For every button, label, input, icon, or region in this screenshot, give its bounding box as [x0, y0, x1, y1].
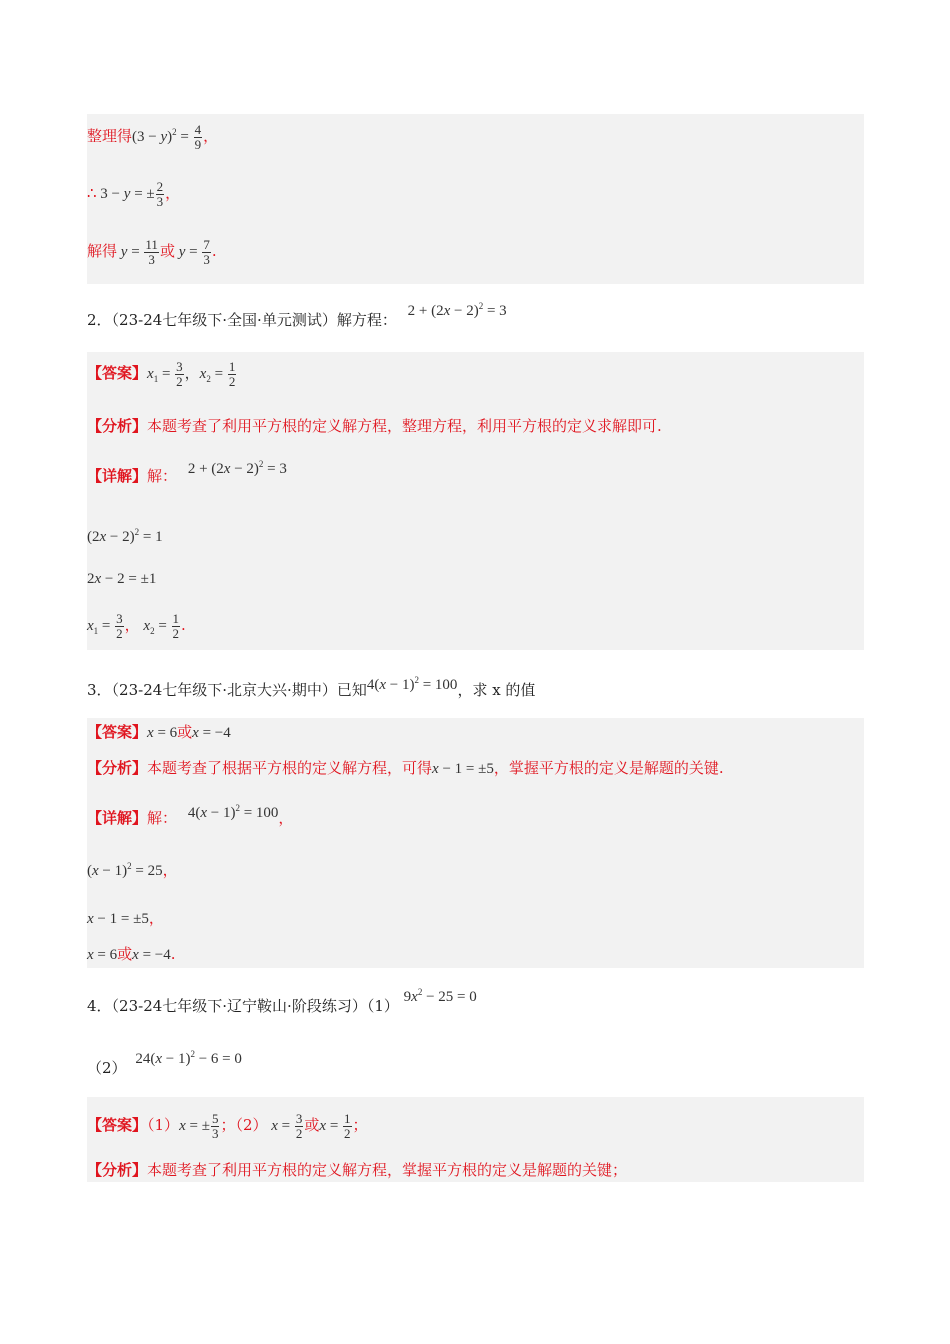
- q2-step2: [87, 568, 156, 589]
- q4-equation-1: $9x^2 - 25 = 0$: [403, 987, 477, 1005]
- q4-answer-math-2b: x = $\frac{1}{2}$: [319, 1111, 351, 1141]
- q3-detail-tag: 【详解】: [87, 809, 148, 827]
- q4-analysis-tag: 【分析】: [87, 1161, 148, 1179]
- q3-answer-line: [87, 722, 231, 743]
- block1-l3-prefix: 解得: [87, 241, 118, 260]
- block1-l1-prefix: 整理得: [87, 127, 133, 145]
- q3-analysis-math: x − 1 = ±5: [432, 761, 494, 777]
- block1-line1: [87, 122, 218, 152]
- q4-answer-line: [87, 1112, 368, 1141]
- question-2: [87, 301, 507, 331]
- q3-answer-mid: 或: [177, 723, 193, 741]
- solution-block-2: [87, 352, 864, 650]
- q3-number: 3．: [87, 681, 112, 699]
- q3-step1-suffix: ，: [162, 861, 178, 879]
- block1-l2-math: 3 − y = ± $\frac{2}{3}$: [96, 179, 164, 209]
- q2-detail-line: [87, 459, 287, 487]
- q4-answer-suffix: ；: [352, 1115, 368, 1134]
- q2-step3-math: $x_1$ = $\frac{3}{2}$: [87, 611, 123, 641]
- question-4-part2: [87, 1049, 242, 1079]
- q2-detail-tag: 【详解】: [87, 467, 148, 485]
- q4-equation-2: $24(x - 1)^2 - 6 = 0$: [135, 1049, 242, 1067]
- q3-analysis-text-a: 本题考查了根据平方根的定义解方程，可得: [147, 759, 433, 777]
- question-3: [87, 676, 535, 701]
- q3-equation: $4(x - 1)^2 = 100$: [366, 675, 458, 693]
- q3-step2-suffix: ，: [148, 909, 164, 927]
- q3-analysis-tag: 【分析】: [87, 759, 148, 777]
- q3-step3-mid: 或: [117, 945, 133, 963]
- q3-tail: ，求 x 的值: [457, 681, 536, 699]
- q4-answer-mid: 或: [304, 1115, 320, 1134]
- q2-equation: $2 + (2x - 2)^2 = 3$: [407, 301, 507, 319]
- q4-analysis-text: 本题考查了利用平方根的定义解方程，掌握平方根的定义是解题的关键；: [147, 1161, 628, 1179]
- q2-step3: $x_1$ = $\frac{3}{2}$ ， $x_2$ = $\frac{1}{2}$ .: [87, 611, 186, 641]
- block1-l3-mid: 或: [159, 241, 175, 260]
- q3-analysis-line: [87, 758, 724, 779]
- q4-answer-math-2a: x = $\frac{3}{2}$: [271, 1111, 303, 1141]
- q4-source: （23-24七年级下·辽宁鞍山·阶段练习）（1）: [111, 997, 399, 1015]
- solution-block-3: [87, 718, 864, 968]
- q3-detail-math: $4(x - 1)^2 = 100$: [187, 803, 279, 821]
- q2-analysis-line: [87, 416, 662, 436]
- q3-step3-math-a: x = 6: [87, 947, 118, 963]
- q2-step1-math: $(2x - 2)^2 = 1$: [87, 527, 163, 545]
- q2-number: 2．: [87, 311, 112, 329]
- q3-detail-text: 解：: [147, 809, 178, 827]
- q2-source: （23-24七年级下·全国·单元测试）解方程：: [111, 311, 397, 329]
- q3-step3-math-b: x = −4: [132, 947, 171, 963]
- q2-detail-text: 解：: [147, 467, 178, 485]
- block1-l3-suffix: .: [211, 241, 217, 260]
- block1-l1-math: $(3 - y)^2$ = $\frac{4}{9}$: [132, 122, 202, 153]
- q4-answer-tag: 【答案】: [87, 1115, 148, 1134]
- q2-answer-tag: 【答案】: [87, 363, 148, 382]
- q3-step3: [87, 944, 176, 965]
- q3-step2-math: x − 1 = ±5: [87, 911, 149, 927]
- q2-analysis-tag: 【分析】: [87, 417, 148, 435]
- q4-answer-p1: （1）: [147, 1115, 180, 1134]
- q3-source: （23-24七年级下·北京大兴·期中）已知: [111, 681, 367, 699]
- block1-line2: [87, 180, 180, 209]
- q2-answer-math: $x_1$ = $\frac{3}{2}$ ，$x_2$ = $\frac{1}{2}$: [147, 359, 236, 389]
- block1-l2-prefix: ∴: [87, 183, 97, 202]
- q4-analysis-line: [87, 1160, 627, 1180]
- q3-step1: [87, 856, 178, 881]
- block1-l3-math-a: y = $\frac{11}{3}$: [120, 237, 158, 267]
- q2-step1: [87, 522, 163, 547]
- q3-answer-math-b: x = −4: [192, 725, 231, 741]
- block1-line3: [87, 238, 217, 267]
- q2-step2-math: 2x − 2 = ±1: [87, 571, 157, 587]
- q3-step3-suffix: .: [170, 945, 176, 963]
- q3-step1-math: $(x - 1)^2 = 25$: [87, 861, 163, 879]
- q3-answer-math-a: x = 6: [147, 725, 178, 741]
- q2-detail-math: $2 + (2x - 2)^2 = 3$: [187, 459, 287, 477]
- q2-answer-line: [87, 360, 237, 389]
- q3-detail-line: [87, 804, 293, 829]
- q3-detail-suffix: ，: [278, 809, 294, 827]
- q3-answer-tag: 【答案】: [87, 723, 148, 741]
- question-4: [87, 987, 477, 1017]
- q4-answer-math-1: x = ± $\frac{5}{3}$: [179, 1111, 219, 1141]
- block1-l2-suffix: ，: [165, 183, 181, 202]
- q2-analysis-text: 本题考查了利用平方根的定义解方程，整理方程，利用平方根的定义求解即可.: [147, 417, 662, 435]
- q4-answer-sep: ；（2）: [220, 1115, 268, 1134]
- block1-l3-math-b: y = $\frac{7}{3}$: [178, 237, 210, 267]
- q3-analysis-text-b: ，掌握平方根的定义是解题的关键.: [493, 759, 724, 777]
- q4-number: 4．: [87, 997, 112, 1015]
- q4-part2-label: （2）: [87, 1059, 127, 1077]
- block1-l1-suffix: ，: [203, 127, 219, 145]
- q3-step2: [87, 908, 164, 929]
